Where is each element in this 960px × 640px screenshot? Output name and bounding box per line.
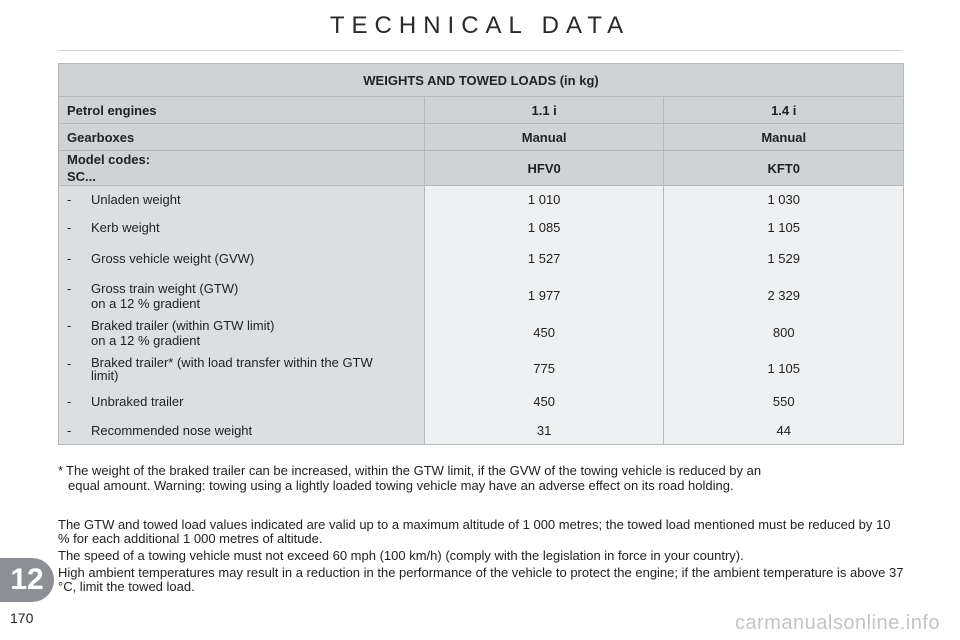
row-label-sub: on a 12 % gradient: [91, 295, 201, 311]
table-caption-row: [59, 64, 904, 97]
row-dash: -: [67, 422, 72, 438]
header-label: [59, 151, 425, 186]
row-dash: -: [67, 280, 72, 296]
header-label: Petrol engines: [59, 97, 425, 124]
row-value: 1 085: [424, 214, 664, 241]
table-row: [59, 241, 904, 277]
header-value: HFV0: [424, 151, 664, 186]
footnote: [58, 463, 906, 493]
header-value: KFT0: [664, 151, 904, 186]
table-row: [59, 417, 904, 445]
row-label-text: Unbraked trailer: [91, 394, 184, 409]
row-dash: -: [67, 394, 72, 409]
paragraph-temperature: High ambient temperatures may result in a reduction in the performance of the vehicle to protect the engine; if the ambient temperature is above 37 °C, limit the towed load.: [58, 565, 904, 594]
row-label-text: Kerb weight: [91, 219, 160, 235]
row-dash: -: [67, 192, 72, 208]
row-value: 550: [664, 387, 904, 417]
table-row: [59, 315, 904, 351]
row-dash: -: [67, 317, 72, 333]
table-caption: WEIGHTS AND TOWED LOADS (in kg): [59, 64, 904, 97]
header-row-engines: [59, 97, 904, 124]
title-divider: [58, 50, 902, 51]
row-value: 450: [424, 315, 664, 351]
header-label-line: Model codes:: [67, 152, 151, 167]
row-value: 1 010: [424, 186, 664, 214]
table-row: [59, 214, 904, 241]
chapter-number: 12: [10, 563, 44, 596]
header-value: 1.1 i: [424, 97, 664, 124]
row-value: 44: [664, 417, 904, 445]
header-value: 1.4 i: [664, 97, 904, 124]
table-row: [59, 277, 904, 315]
row-label-text: Recommended nose weight: [91, 422, 253, 438]
table-row: [59, 186, 904, 214]
row-value: 2 329: [664, 277, 904, 315]
weights-table: [58, 63, 904, 445]
row-dash: -: [67, 219, 72, 235]
row-value: 31: [424, 417, 664, 445]
row-label: [59, 277, 425, 315]
footnote-marker: *: [58, 463, 64, 478]
header-value: Manual: [664, 124, 904, 151]
header-row-model-codes: [59, 151, 904, 186]
row-label-text: Unladen weight: [91, 192, 181, 208]
page-title: TECHNICAL DATA: [329, 12, 631, 39]
row-label-text: Braked trailer* (with load transfer within the GTW limit): [91, 354, 373, 383]
row-value: 1 529: [664, 241, 904, 277]
header-label: Gearboxes: [59, 124, 425, 151]
row-dash: -: [67, 251, 72, 266]
row-label: [59, 417, 425, 445]
header-row-gearboxes: [59, 124, 904, 151]
header-label-line: SC...: [67, 169, 96, 184]
table-row: [59, 351, 904, 387]
row-label: [59, 387, 425, 417]
row-label: [59, 241, 425, 277]
row-label-sub: on a 12 % gradient: [91, 332, 201, 348]
paragraph-speed: The speed of a towing vehicle must not exceed 60 mph (100 km/h) (comply with the legislation in force in your country).: [58, 548, 744, 563]
footnote-line: equal amount. Warning: towing using a lightly loaded towing vehicle may have an adverse effect on its road holding.: [68, 478, 734, 493]
row-label: [59, 351, 425, 387]
row-label-text: Gross vehicle weight (GVW): [91, 251, 255, 266]
watermark: carmanualsonline.info: [734, 612, 940, 634]
row-dash: -: [67, 355, 72, 371]
row-value: 775: [424, 351, 664, 387]
table-row: [59, 387, 904, 417]
footnote-text: [58, 463, 906, 493]
paragraph-altitude: The GTW and towed load values indicated are valid up to a maximum altitude of 1 000 metres; the towed load mentioned must be reduced by 10 % for each additional 1 000 metres of altitude.: [58, 517, 891, 546]
row-label: [59, 315, 425, 351]
row-value: 1 105: [664, 351, 904, 387]
row-value: 1 030: [664, 186, 904, 214]
row-label: [59, 214, 425, 241]
row-label-text: Gross train weight (GTW): [91, 280, 239, 296]
row-value: 450: [424, 387, 664, 417]
row-value: 1 105: [664, 214, 904, 241]
page-number: 170: [10, 610, 34, 626]
row-label-text: Braked trailer (within GTW limit): [91, 317, 275, 333]
row-label: [59, 186, 425, 214]
row-value: 1 977: [424, 277, 664, 315]
row-value: 1 527: [424, 241, 664, 277]
row-value: 800: [664, 315, 904, 351]
footnote-line: The weight of the braked trailer can be increased, within the GTW limit, if the GVW of the towing vehicle is reduced by an: [66, 463, 762, 478]
header-value: Manual: [424, 124, 664, 151]
